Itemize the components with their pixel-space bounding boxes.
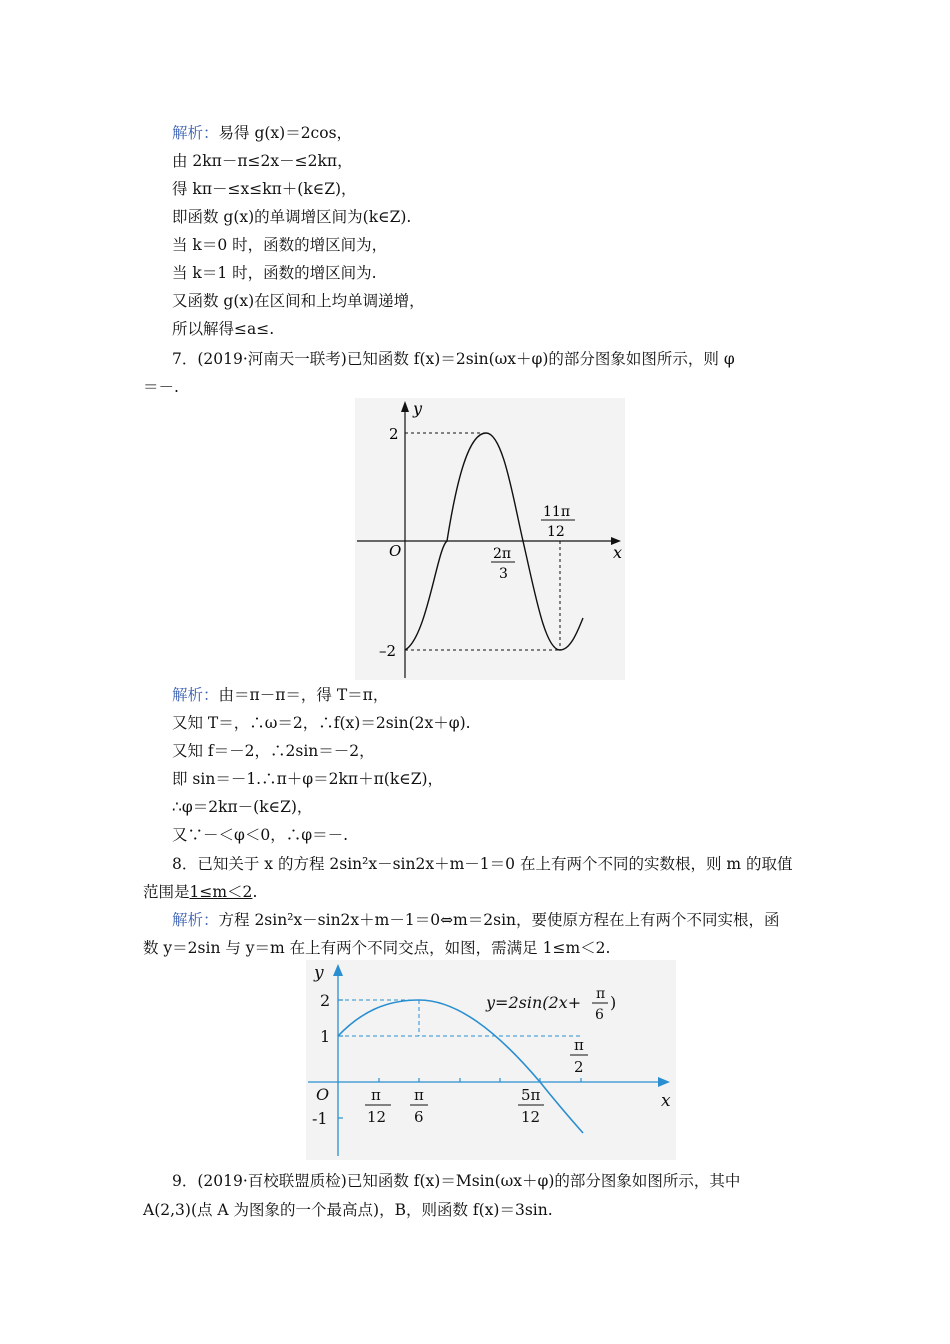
y-max-label: 2 bbox=[389, 425, 399, 443]
solution-2-line-3: 又知 f＝－2，∴2sin＝－2， bbox=[172, 742, 375, 760]
tick-5pi-12-denominator: 12 bbox=[521, 1108, 541, 1126]
tick-pi-12-denominator: 12 bbox=[367, 1108, 387, 1126]
tick-5pi-12-numerator: 5π bbox=[521, 1086, 541, 1104]
solution-2-line-5: ∴φ＝2kπ－(k∈Z)， bbox=[172, 798, 313, 816]
question-8-line-1: 8．已知关于 x 的方程 2sin²x－sin2x＋m－1＝0 在上有两个不同的实数根，则 m 的取值 bbox=[172, 855, 793, 873]
question-7-line-1: 7．(2019·河南天一联考)已知函数 f(x)＝2sin(ωx＋φ)的部分图象如图所示，则 φ bbox=[172, 350, 735, 368]
solution-2-line-1: 解析：由＝π－π＝，得 T＝π， bbox=[172, 686, 389, 704]
question-9-line-1: 9．(2019·百校联盟质检)已知函数 f(x)＝Msin(ωx＋φ)的部分图象如图所示，其中 bbox=[172, 1172, 741, 1190]
question-8-line-2: 范围是1≤m＜2. bbox=[143, 883, 258, 901]
tick-pi-6-numerator: π bbox=[414, 1086, 424, 1104]
solution-line-7: 又函数 g(x)在区间和上均单调递增， bbox=[172, 292, 425, 310]
question-7-line-2: ＝－. bbox=[143, 378, 179, 396]
curve-label-denominator: 6 bbox=[595, 1007, 604, 1023]
figure-background bbox=[306, 960, 676, 1160]
tick-pi-2-denominator: 2 bbox=[574, 1058, 584, 1076]
tick-pi-12-numerator: π bbox=[371, 1086, 381, 1104]
y-1-label: 1 bbox=[320, 1027, 331, 1046]
figure-sine-graph-2 bbox=[306, 960, 676, 1160]
question-8-solution-line-1: 解析：方程 2sin²x－sin2x＋m－1＝0⇔m＝2sin，要使原方程在上有两个不同实根，函 bbox=[172, 911, 780, 929]
sine-graph-1-svg bbox=[355, 398, 625, 680]
solution-label: 解析： bbox=[172, 686, 219, 704]
tick-pi-2-numerator: π bbox=[574, 1036, 584, 1054]
x-axis-label: x bbox=[661, 1091, 671, 1111]
y-min-label: –2 bbox=[379, 642, 397, 660]
solution-label: 解析： bbox=[172, 124, 219, 142]
solution-2-line-4: 即 sin＝－1.∴π＋φ＝2kπ＋π(k∈Z)， bbox=[172, 770, 444, 788]
solution-line-5: 当 k＝0 时，函数的增区间为， bbox=[172, 236, 388, 254]
tick-11pi-12-numerator: 11π bbox=[543, 504, 571, 520]
tick-11pi-12-denominator: 12 bbox=[547, 524, 565, 540]
origin-label: O bbox=[316, 1085, 330, 1104]
y-axis-label: y bbox=[314, 963, 324, 983]
solution-line-2: 由 2kπ－π≤2x－≤2kπ， bbox=[172, 152, 353, 170]
y-2-label: 2 bbox=[320, 991, 331, 1010]
solution-line-1: 解析：易得 g(x)＝2cos， bbox=[172, 124, 353, 142]
solution-line-6: 当 k＝1 时，函数的增区间为. bbox=[172, 264, 377, 282]
curve-label: y=2sin(2x+ bbox=[486, 993, 582, 1012]
y-neg1-label: -1 bbox=[312, 1109, 328, 1128]
answer-range: 1≤m＜2 bbox=[189, 883, 253, 901]
solution-line-4: 即函数 g(x)的单调增区间为(k∈Z). bbox=[172, 208, 412, 226]
solution-2-line-2: 又知 T＝，∴ω＝2，∴f(x)＝2sin(2x＋φ). bbox=[172, 714, 471, 732]
curve-label-numerator: π bbox=[596, 986, 606, 1002]
solution-line-3: 得 kπ－≤x≤kπ＋(k∈Z)， bbox=[172, 180, 357, 198]
solution-line-8: 所以解得≤a≤. bbox=[172, 320, 275, 338]
tick-2pi-3-numerator: 2π bbox=[493, 546, 512, 562]
curve-label-close: ) bbox=[610, 993, 617, 1012]
origin-label: O bbox=[389, 542, 402, 560]
tick-2pi-3-denominator: 3 bbox=[499, 566, 508, 582]
solution-2-line-6: 又∵－＜φ＜0，∴φ＝－. bbox=[172, 826, 348, 844]
x-axis-label: x bbox=[613, 543, 623, 562]
sine-graph-2-svg bbox=[306, 960, 676, 1160]
y-axis-label: y bbox=[413, 399, 423, 418]
figure-sine-graph-1 bbox=[355, 398, 625, 680]
question-8-solution-line-2: 数 y＝2sin 与 y＝m 在上有两个不同交点，如图，需满足 1≤m＜2. bbox=[143, 939, 611, 957]
solution-label: 解析： bbox=[172, 911, 219, 929]
question-9-line-2: A(2,3)(点 A 为图象的一个最高点)，B，则函数 f(x)＝3sin. bbox=[143, 1201, 553, 1219]
tick-pi-6-denominator: 6 bbox=[414, 1108, 424, 1126]
